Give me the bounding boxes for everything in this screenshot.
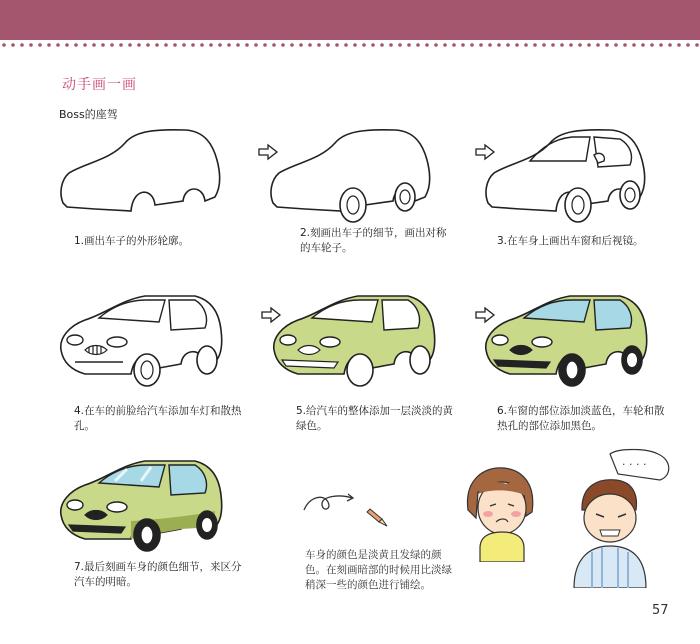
header-dot bbox=[335, 43, 339, 47]
speech-bubble-dots: · · · · bbox=[622, 458, 647, 471]
subtitle: Boss的座驾 bbox=[59, 108, 118, 121]
header-dot bbox=[506, 43, 510, 47]
header-dot bbox=[632, 43, 636, 47]
header-dot bbox=[2, 43, 6, 47]
header-dot bbox=[578, 43, 582, 47]
header-dot bbox=[614, 43, 618, 47]
header-dot bbox=[263, 43, 267, 47]
header-dot bbox=[65, 43, 69, 47]
header-dot bbox=[101, 43, 105, 47]
header-dot bbox=[38, 43, 42, 47]
step-4-drawing bbox=[55, 290, 230, 390]
step-1-caption: 1.画出车子的外形轮廓。 bbox=[74, 235, 190, 247]
boy-character-illustration bbox=[568, 448, 688, 588]
step-1-drawing bbox=[55, 125, 225, 225]
header-dot bbox=[74, 43, 78, 47]
header-dot bbox=[416, 43, 420, 47]
windshield bbox=[530, 137, 590, 161]
step-3-drawing bbox=[480, 125, 655, 225]
header-dot bbox=[425, 43, 429, 47]
header-dot bbox=[587, 43, 591, 47]
header-dot bbox=[677, 43, 681, 47]
header-dot bbox=[227, 43, 231, 47]
windshield bbox=[524, 300, 590, 322]
step-5-drawing bbox=[268, 290, 443, 390]
header-dot bbox=[47, 43, 51, 47]
header-dot bbox=[596, 43, 600, 47]
header-dot bbox=[164, 43, 168, 47]
rear-wheel bbox=[395, 183, 415, 211]
header-dot bbox=[128, 43, 132, 47]
header-dot bbox=[443, 43, 447, 47]
header-dot bbox=[461, 43, 465, 47]
header-dot bbox=[209, 43, 213, 47]
header-dot bbox=[92, 43, 96, 47]
header-dot bbox=[434, 43, 438, 47]
header-dot bbox=[326, 43, 330, 47]
page-header-band bbox=[0, 0, 700, 40]
header-dot bbox=[236, 43, 240, 47]
step-2-drawing bbox=[265, 125, 440, 225]
step-7-caption: 7.最后刻画车身的颜色细节，来区分汽车的明暗。 bbox=[74, 561, 242, 588]
header-dot bbox=[542, 43, 546, 47]
header-dot bbox=[155, 43, 159, 47]
header-dot bbox=[551, 43, 555, 47]
header-dot bbox=[200, 43, 204, 47]
header-dot bbox=[245, 43, 249, 47]
header-dot bbox=[533, 43, 537, 47]
header-dot bbox=[146, 43, 150, 47]
header-dot bbox=[83, 43, 87, 47]
header-dot bbox=[623, 43, 627, 47]
header-dot bbox=[659, 43, 663, 47]
header-dot bbox=[281, 43, 285, 47]
page-number: 57 bbox=[652, 603, 669, 618]
step-4-caption: 4.在车的前脸给汽车添加车灯和散热孔。 bbox=[74, 405, 242, 432]
header-dot bbox=[137, 43, 141, 47]
header-dot bbox=[119, 43, 123, 47]
header-dot bbox=[353, 43, 357, 47]
header-dot bbox=[686, 43, 690, 47]
header-dot bbox=[191, 43, 195, 47]
side-mirror bbox=[594, 153, 604, 163]
step-2-caption: 2.刻画出车子的细节，画出对称的车轮子。 bbox=[300, 227, 447, 254]
header-dot bbox=[173, 43, 177, 47]
header-dot bbox=[380, 43, 384, 47]
header-dot bbox=[11, 43, 15, 47]
header-dot bbox=[497, 43, 501, 47]
step-6-drawing bbox=[480, 290, 655, 390]
header-dot bbox=[20, 43, 24, 47]
header-dot bbox=[56, 43, 60, 47]
header-dot bbox=[452, 43, 456, 47]
section-title: 动手画一画 bbox=[62, 77, 137, 93]
step-3-caption: 3.在车身上画出车窗和后视镜。 bbox=[497, 235, 644, 247]
header-dot bbox=[605, 43, 609, 47]
header-dot bbox=[389, 43, 393, 47]
header-dot bbox=[254, 43, 258, 47]
header-dot bbox=[371, 43, 375, 47]
header-dot bbox=[641, 43, 645, 47]
header-dot bbox=[290, 43, 294, 47]
header-dot bbox=[362, 43, 366, 47]
header-dot bbox=[470, 43, 474, 47]
header-dot bbox=[407, 43, 411, 47]
header-dot bbox=[668, 43, 672, 47]
header-dot bbox=[272, 43, 276, 47]
swirl-decoration-icon bbox=[300, 488, 360, 518]
header-dot bbox=[29, 43, 33, 47]
header-dot bbox=[650, 43, 654, 47]
header-dot bbox=[344, 43, 348, 47]
header-dot bbox=[695, 43, 699, 47]
header-dot bbox=[182, 43, 186, 47]
header-dot bbox=[488, 43, 492, 47]
header-dot bbox=[398, 43, 402, 47]
coloring-note: 车身的颜色是淡黄且发绿的颜色。在刻画暗部的时候用比淡绿稍深一些的颜色进行铺绘。 bbox=[305, 549, 452, 591]
car-outline bbox=[61, 130, 220, 211]
header-dot bbox=[515, 43, 519, 47]
pencil-icon bbox=[366, 505, 390, 529]
step-7-drawing bbox=[55, 455, 230, 555]
header-dot bbox=[569, 43, 573, 47]
header-dot bbox=[317, 43, 321, 47]
step-6-caption: 6.车窗的部位添加淡蓝色，车轮和散热孔的部位添加黑色。 bbox=[497, 405, 665, 432]
header-dot bbox=[218, 43, 222, 47]
front-wheel bbox=[340, 188, 366, 222]
step-5-caption: 5.给汽车的整体添加一层淡淡的黄绿色。 bbox=[296, 405, 454, 432]
girl-character-illustration bbox=[462, 462, 542, 562]
header-dot bbox=[110, 43, 114, 47]
header-dot bbox=[299, 43, 303, 47]
header-dot bbox=[479, 43, 483, 47]
header-dot bbox=[308, 43, 312, 47]
header-dot bbox=[560, 43, 564, 47]
header-dot bbox=[524, 43, 528, 47]
header-dot-border bbox=[0, 40, 700, 50]
